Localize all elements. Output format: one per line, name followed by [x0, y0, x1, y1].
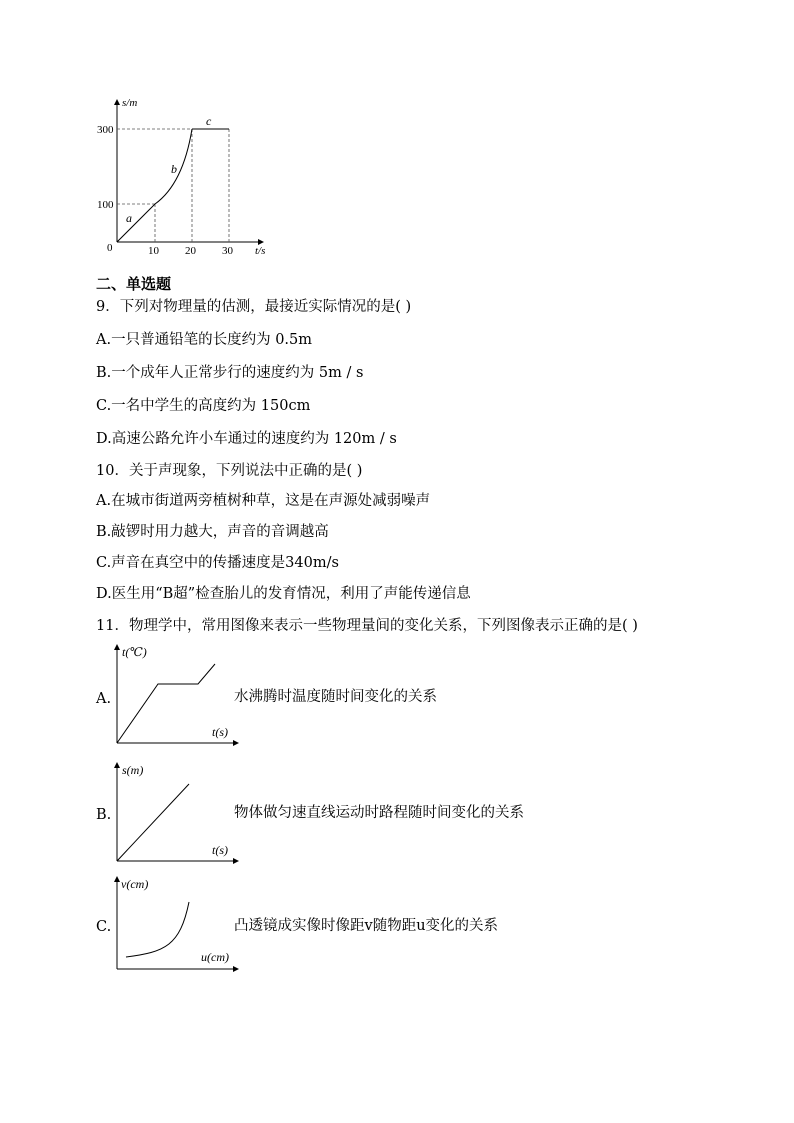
x-axis-label: u(cm)	[201, 950, 229, 964]
question-9-option-b[interactable]: B.一个成年人正常步行的速度约为 5m / s	[96, 365, 364, 381]
label-b: b	[171, 162, 177, 176]
option-b-graph	[110, 760, 242, 864]
x-axis-label: t(s)	[212, 843, 228, 857]
question-9-option-c[interactable]: C.一名中学生的高度约为 150cm	[96, 398, 311, 414]
question-11-option-c-letter[interactable]: C.	[96, 919, 112, 935]
curve	[126, 902, 189, 957]
question-11-option-b-letter[interactable]: B.	[96, 807, 112, 823]
label-c: c	[206, 114, 212, 128]
s-t-graph	[95, 94, 275, 262]
option-c-graph	[110, 874, 242, 972]
y-axis-label: t(℃)	[122, 645, 147, 659]
y-tick-100: 100	[97, 199, 114, 211]
y-axis-label: s(m)	[122, 763, 144, 777]
y-tick-300: 300	[97, 124, 114, 136]
curve	[117, 784, 189, 861]
question-9-stem: 9．下列对物理量的估测，最接近实际情况的是( )	[96, 299, 412, 315]
question-10-option-b[interactable]: B.敲锣时用力越大，声音的音调越高	[96, 524, 329, 540]
section-title: 二、单选题	[96, 275, 172, 293]
question-11-option-a-desc: 水沸腾时温度随时间变化的关系	[234, 689, 437, 705]
question-11-option-b-desc: 物体做匀速直线运动时路程随时间变化的关系	[234, 805, 524, 821]
x-tick-10: 10	[148, 245, 159, 257]
y-axis-label: v(cm)	[121, 877, 149, 891]
origin-label: 0	[107, 242, 113, 254]
question-10-stem: 10．关于声现象，下列说法中正确的是( )	[96, 463, 363, 479]
option-a-graph	[110, 642, 242, 746]
question-11-option-a-letter[interactable]: A.	[96, 691, 112, 707]
question-10-option-c[interactable]: C.声音在真空中的传播速度是340m/s	[96, 555, 339, 571]
question-10-option-a[interactable]: A.在城市街道两旁植树种草，这是在声源处减弱噪声	[96, 493, 431, 509]
question-10-option-d[interactable]: D.医生用“B超”检查胎儿的发育情况，利用了声能传递信息	[96, 586, 471, 602]
question-9-option-a[interactable]: A.一只普通铅笔的长度约为 0.5m	[96, 332, 312, 348]
x-axis-label: t/s	[255, 245, 266, 257]
question-11-stem: 11．物理学中，常用图像来表示一些物理量间的变化关系，下列图像表示正确的是( )	[96, 618, 638, 634]
y-axis-label: s/m	[122, 97, 138, 109]
curve	[117, 664, 215, 743]
x-tick-30: 30	[222, 245, 233, 257]
label-a: a	[126, 211, 132, 225]
question-9-option-d[interactable]: D.高速公路允许小车通过的速度约为 120m / s	[96, 431, 397, 447]
x-tick-20: 20	[185, 245, 196, 257]
x-axis-label: t(s)	[212, 725, 228, 739]
question-11-option-c-desc: 凸透镜成实像时像距v随物距u变化的关系	[234, 918, 499, 934]
segment-a	[117, 204, 155, 242]
